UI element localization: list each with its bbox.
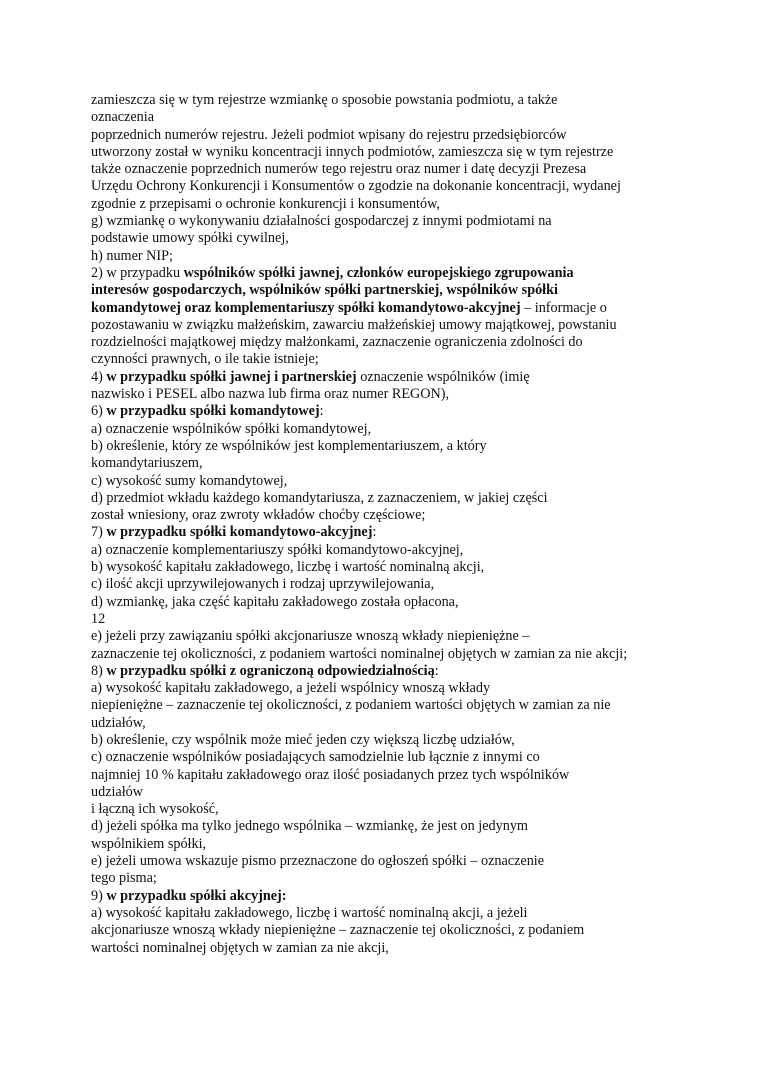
text-line: [91, 403, 691, 420]
text-line: [91, 888, 691, 905]
bold-text: wspólników spółki jawnej, członków europejskiego zgrupowania: [183, 264, 574, 281]
text-line: [91, 922, 691, 939]
text-run: udziałów,: [91, 714, 146, 731]
text-line: [91, 230, 691, 247]
text-run: d) wzmiankę, jaka część kapitału zakładowego została opłacona,: [91, 593, 459, 610]
text-line: [91, 213, 691, 230]
text-line: [91, 524, 691, 541]
text-run: a) wysokość kapitału zakładowego, a jeżeli wspólnicy wnoszą wkłady: [91, 680, 491, 697]
text-run: b) określenie, czy wspólnik może mieć jeden czy większą liczbę udziałów,: [91, 731, 515, 748]
text-run: niepieniężne – zaznaczenie tej okoliczności, z podaniem wartości objętych w zamian za nie: [91, 697, 611, 714]
text-line: [91, 507, 691, 524]
text-line: [91, 559, 691, 576]
text-run: 4): [91, 368, 107, 385]
text-line: [91, 801, 691, 818]
text-line: [91, 282, 691, 299]
text-line: [91, 265, 691, 282]
text-run: b) wysokość kapitału zakładowego, liczbę i wartość nominalną akcji,: [91, 559, 485, 576]
text-line: [91, 127, 691, 144]
text-line: [91, 697, 691, 714]
text-line: [91, 905, 691, 922]
text-run: c) oznaczenie wspólników posiadających samodzielnie lub łącznie z innymi co: [91, 749, 540, 766]
text-run: 12: [91, 610, 106, 627]
text-run: 6): [91, 403, 107, 420]
text-line: [91, 784, 691, 801]
text-run: komandytariuszem,: [91, 455, 203, 472]
text-line: [91, 490, 691, 507]
text-run: nazwisko i PESEL albo nazwa lub firma oraz numer REGON),: [91, 386, 450, 403]
text-run: e) jeżeli umowa wskazuje pismo przeznaczone do ogłoszeń spółki – oznaczenie: [91, 853, 545, 870]
text-run: 7): [91, 524, 107, 541]
text-line: [91, 178, 691, 195]
text-run: także oznaczenie poprzednich numerów tego rejestru oraz numer i datę decyzji Prezesa: [91, 161, 587, 178]
text-run: e) jeżeli przy zawiązaniu spółki akcjonariusze wnoszą wkłady niepieniężne –: [91, 628, 530, 645]
text-run: 8): [91, 662, 107, 679]
text-run: a) oznaczenie komplementariuszy spółki komandytowo-akcyjnej,: [91, 541, 464, 558]
text-run: :: [434, 662, 439, 679]
text-line: [91, 611, 691, 628]
text-line: [91, 386, 691, 403]
text-line: [91, 836, 691, 853]
text-run: :: [319, 403, 324, 420]
text-run: rozdzielności majątkowej między małżonkami, zaznaczenie ograniczenia zdolności do: [91, 334, 583, 351]
bold-text: w przypadku spółki akcyjnej:: [106, 887, 287, 904]
text-run: a) oznaczenie wspólników spółki komandytowej,: [91, 420, 372, 437]
text-line: [91, 317, 691, 334]
text-line: [91, 870, 691, 887]
bold-text: w przypadku spółki jawnej i partnerskiej: [106, 368, 357, 385]
text-line: [91, 715, 691, 732]
text-line: [91, 732, 691, 749]
text-run: c) ilość akcji uprzywilejowanych i rodzaj uprzywilejowania,: [91, 576, 435, 593]
text-line: [91, 161, 691, 178]
text-run: wspólnikiem spółki,: [91, 835, 207, 852]
text-run: pozostawaniu w związku małżeńskim, zawarciu małżeńskiej umowy majątkowej, powstaniu: [91, 316, 617, 333]
text-line: [91, 351, 691, 368]
text-run: a) wysokość kapitału zakładowego, liczbę i wartość nominalną akcji, a jeżeli: [91, 904, 528, 921]
text-line: [91, 853, 691, 870]
text-run: 9): [91, 887, 107, 904]
text-run: akcjonariusze wnoszą wkłady niepieniężne – zaznaczenie tej okoliczności, z podaniem: [91, 922, 585, 939]
text-line: [91, 300, 691, 317]
text-run: zamieszcza się w tym rejestrze wzmiankę o sposobie powstania podmiotu, a także: [91, 92, 558, 108]
text-line: [91, 438, 691, 455]
text-run: tego pisma;: [91, 870, 157, 887]
text-line: [91, 940, 691, 957]
text-run: oznaczenia: [91, 109, 155, 126]
text-line: [91, 369, 691, 386]
text-line: [91, 196, 691, 213]
text-line: [91, 680, 691, 697]
text-line: [91, 749, 691, 766]
text-run: oznaczenie wspólników (imię: [356, 368, 530, 385]
text-line: [91, 628, 691, 645]
text-run: i łączną ich wysokość,: [91, 801, 219, 818]
text-line: [91, 109, 691, 126]
text-line: [91, 334, 691, 351]
document-page: [91, 92, 691, 957]
text-run: udziałów: [91, 783, 144, 800]
text-run: 2) w przypadku: [91, 264, 184, 281]
text-run: najmniej 10 % kapitału zakładowego oraz ilość posiadanych przez tych wspólników: [91, 766, 570, 783]
text-line: [91, 473, 691, 490]
text-run: b) określenie, który ze wspólników jest komplementariuszem, a który: [91, 437, 487, 454]
text-line: [91, 818, 691, 835]
text-run: został wniesiony, oraz zwroty wkładów choćby częściowe;: [91, 507, 426, 524]
text-line: [91, 92, 691, 109]
text-run: h) numer NIP;: [91, 247, 173, 264]
text-line: [91, 144, 691, 161]
bold-text: interesów gospodarczych, wspólników spółki partnerskiej, wspólników spółki: [91, 282, 558, 299]
text-run: d) jeżeli spółka ma tylko jednego wspólnika – wzmiankę, że jest on jedynym: [91, 818, 528, 835]
text-line: [91, 767, 691, 784]
text-line: [91, 646, 691, 663]
bold-text: w przypadku spółki komandytowej: [106, 403, 320, 420]
text-line: [91, 576, 691, 593]
text-run: d) przedmiot wkładu każdego komandytariusza, z zaznaczeniem, w jakiej części: [91, 489, 548, 506]
text-line: [91, 248, 691, 265]
text-line: [91, 421, 691, 438]
text-run: utworzony został w wyniku koncentracji innych podmiotów, zamieszcza się w tym rejestrze: [91, 143, 614, 160]
bold-text: komandytowej oraz komplementariuszy spółki komandytowo-akcyjnej: [91, 299, 521, 316]
text-line: [91, 663, 691, 680]
text-run: zaznaczenie tej okoliczności, z podaniem wartości nominalnej objętych w zamian za nie akcji;: [91, 645, 628, 662]
text-run: podstawie umowy spółki cywilnej,: [91, 230, 289, 247]
text-run: Urzędu Ochrony Konkurencji i Konsumentów o zgodzie na dokonanie koncentracji, wydanej: [91, 178, 621, 195]
text-run: – informacje o: [520, 299, 607, 316]
text-run: poprzednich numerów rejestru. Jeżeli podmiot wpisany do rejestru przedsiębiorców: [91, 126, 567, 143]
text-run: wartości nominalnej objętych w zamian za nie akcji,: [91, 939, 389, 956]
text-line: [91, 455, 691, 472]
text-run: :: [372, 524, 377, 541]
text-line: [91, 594, 691, 611]
bold-text: w przypadku spółki komandytowo-akcyjnej: [106, 524, 373, 541]
text-line: [91, 542, 691, 559]
bold-text: w przypadku spółki z ograniczoną odpowiedzialnością: [106, 662, 435, 679]
text-run: c) wysokość sumy komandytowej,: [91, 472, 288, 489]
text-run: g) wzmiankę o wykonywaniu działalności gospodarczej z innymi podmiotami na: [91, 213, 552, 230]
text-run: zgodnie z przepisami o ochronie konkurencji i konsumentów,: [91, 195, 440, 212]
text-run: czynności prawnych, o ile takie istnieje;: [91, 351, 319, 368]
